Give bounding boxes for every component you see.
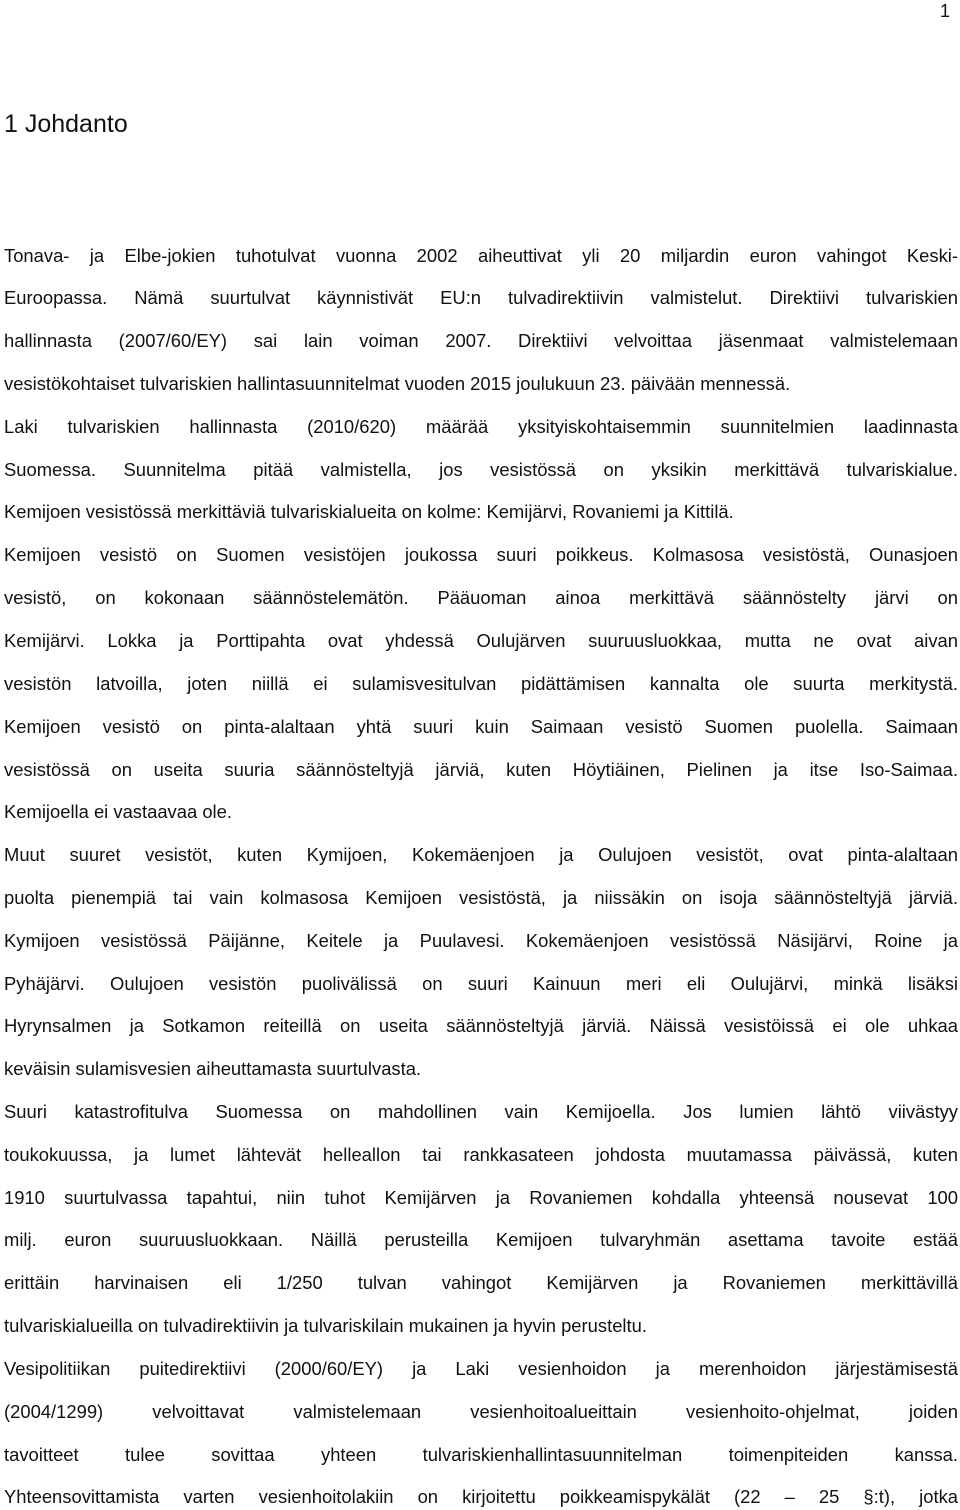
text-line: tulvariskialueilla on tulvadirektiivin ja tulvariskilain mukainen ja hyvin perusteltu. [4,1315,647,1336]
text-line: 1910 suurtulvassa tapahtui, niin tuhot Kemijärven ja Rovaniemen kohdalla yhteensä nousevat 100 [4,1187,958,1208]
text-line: hallinnasta (2007/60/EY) sai lain voiman 2007. Direktiivi velvoittaa jäsenmaat valmistelemaan [4,330,958,351]
text-line: (2004/1299) velvoittavat valmistelemaan vesienhoitoalueittain vesienhoito-ohjelmat, joiden [4,1401,958,1422]
text-line: puolta pienempiä tai vain kolmasosa Kemijoen vesistöstä, ja niissäkin on isoja säännösteltyjä järviä. [4,887,958,908]
text-line: Euroopassa. Nämä suurtulvat käynnistivät EU:n tulvadirektiivin valmistelut. Direktiivi tulvariskien [4,287,958,308]
text-line: Tonava- ja Elbe-jokien tuhotulvat vuonna 2002 aiheuttivat yli 20 miljardin euron vahingot Keski- [4,245,958,266]
text-line: toukokuussa, ja lumet lähtevät helleallon tai rankkasateen johdosta muutamassa päivässä, kuten [4,1144,958,1165]
text-line: Muut suuret vesistöt, kuten Kymijoen, Kokemäenjoen ja Oulujoen vesistöt, ovat pinta-alaltaan [4,844,958,865]
text-line: Hyrynsalmen ja Sotkamon reiteillä on useita säännösteltyjä järviä. Näissä vesistöissä ei ole uhkaa [4,1015,958,1036]
text-line: Pyhäjärvi. Oulujoen vesistön puolivälissä on suuri Kainuun meri eli Oulujärvi, minkä lisäksi [4,973,958,994]
text-line: Kemijoen vesistö on pinta-alaltaan yhtä suuri kuin Saimaan vesistö Suomen puolella. Saimaan [4,716,958,737]
text-line: keväisin sulamisvesien aiheuttamasta suurtulvasta. [4,1058,422,1079]
text-line: vesistön latvoilla, joten niillä ei sulamisvesitulvan pidättämisen kannalta ole suurta merkitystä. [4,673,958,694]
text-line: Suuri katastrofitulva Suomessa on mahdollinen vain Kemijoella. Jos lumien lähtö viivästyy [4,1101,958,1122]
text-line: milj. euron suuruusluokkaan. Näillä perusteilla Kemijoen tulvaryhmän asettama tavoite estää [4,1229,958,1250]
section-heading: 1 Johdanto [4,110,128,138]
text-line: Kemijoen vesistö on Suomen vesistöjen joukossa suuri poikkeus. Kolmasosa vesistöstä, Ounasjoen [4,544,958,565]
text-line: vesistössä on useita suuria säännösteltyjä järviä, kuten Höytiäinen, Pielinen ja itse Iso-Saimaa. [4,759,958,780]
text-line: Kemijärvi. Lokka ja Porttipahta ovat yhdessä Oulujärven suuruusluokkaa, mutta ne ovat aivan [4,630,958,651]
text-line: erittäin harvinaisen eli 1/250 tulvan vahingot Kemijärven ja Rovaniemen merkittävillä [4,1272,958,1293]
text-line: Kemijoen vesistössä merkittäviä tulvariskialueita on kolme: Kemijärvi, Rovaniemi ja Kittilä. [4,501,734,522]
text-line: Yhteensovittamista varten vesienhoitolakiin on kirjoitettu poikkeamispykälät (22 – 25 §:t), jotka [4,1486,958,1507]
text-line: Kymijoen vesistössä Päijänne, Keitele ja Puulavesi. Kokemäenjoen vesistössä Näsijärvi, Roine ja [4,930,958,951]
text-line: Vesipolitiikan puitedirektiivi (2000/60/EY) ja Laki vesienhoidon ja merenhoidon järjestämisestä [4,1358,958,1379]
text-line: Suomessa. Suunnitelma pitää valmistella, jos vesistössä on yksikin merkittävä tulvariskialue. [4,459,958,480]
text-line: Kemijoella ei vastaavaa ole. [4,801,232,822]
page-number: 1 [939,1,950,21]
text-line: Laki tulvariskien hallinnasta (2010/620) määrää yksityiskohtaisemmin suunnitelmien laadinnasta [4,416,958,437]
text-line: tavoitteet tulee sovittaa yhteen tulvariskienhallintasuunnitelman toimenpiteiden kanssa. [4,1444,958,1465]
text-line: vesistökohtaiset tulvariskien hallintasuunnitelmat vuoden 2015 joulukuun 23. päivään mennessä. [4,373,791,394]
text-line: vesistö, on kokonaan säännöstelemätön. Pääuoman ainoa merkittävä säännöstelty järvi on [4,587,958,608]
